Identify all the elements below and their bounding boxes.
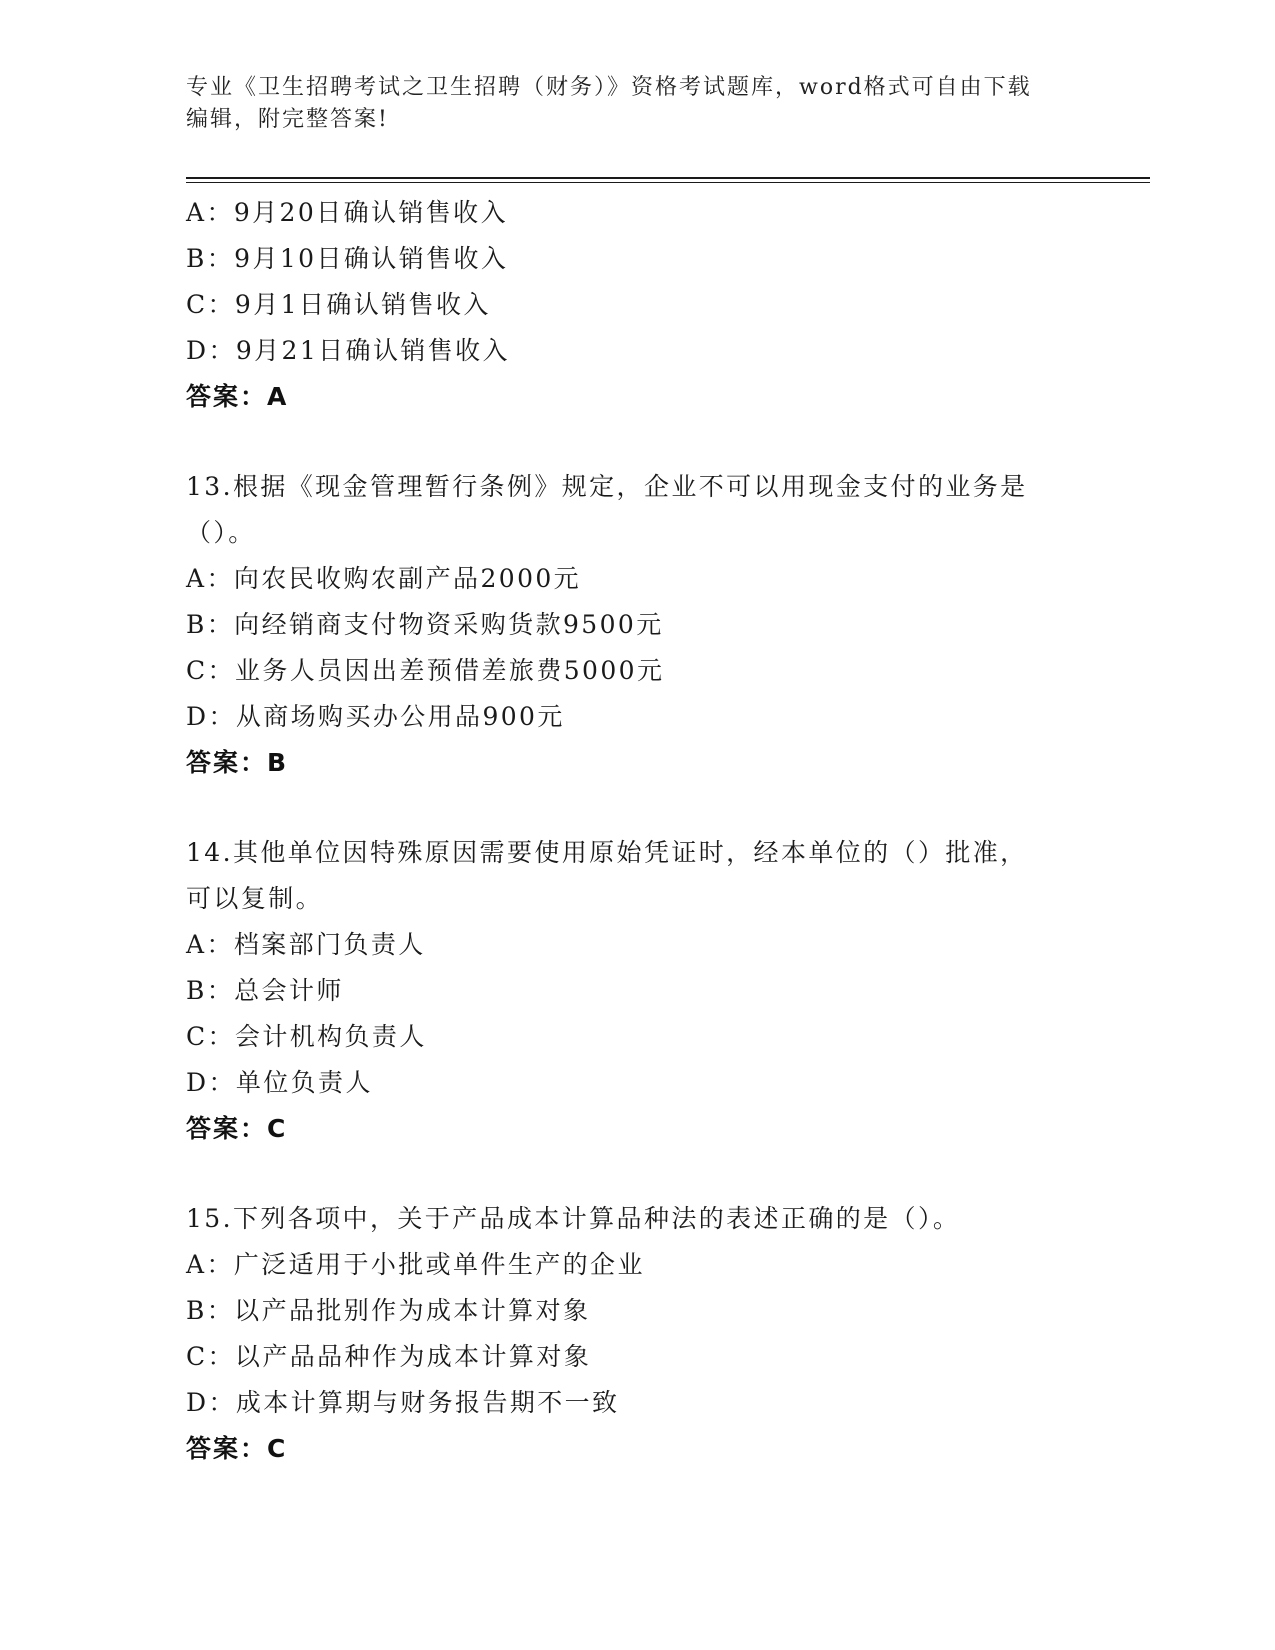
question-13 xyxy=(186,464,1086,786)
header-line-2: 编辑，附完整答案! xyxy=(186,107,389,132)
option-a: A：9月20日确认销售收入 xyxy=(186,198,508,227)
option-a: A：向农民收购农副产品2000元 xyxy=(186,564,582,593)
option-b: B：9月10日确认销售收入 xyxy=(186,244,509,273)
header-line-1: 专业《卫生招聘考试之卫生招聘（财务）》资格考试题库，word格式可自由下载 xyxy=(186,75,1032,100)
option-d: D：单位负责人 xyxy=(186,1068,373,1097)
option-a: A：档案部门负责人 xyxy=(186,930,426,959)
option-b: B：以产品批别作为成本计算对象 xyxy=(186,1296,591,1325)
answer: 答案：C xyxy=(186,1114,288,1143)
option-a: A：广泛适用于小批或单件生产的企业 xyxy=(186,1250,645,1279)
option-d: D：从商场购买办公用品900元 xyxy=(186,702,565,731)
question-title-continued: （）。 xyxy=(186,518,256,547)
document-header xyxy=(186,72,1086,136)
header-divider-thick xyxy=(186,177,1150,179)
question-title: 15.下列各项中，关于产品成本计算品种法的表述正确的是（）。 xyxy=(186,1204,961,1233)
spacer xyxy=(186,1152,1086,1196)
option-b: B：向经销商支付物资采购货款9500元 xyxy=(186,610,664,639)
question-12 xyxy=(186,190,1086,420)
option-c: C：9月1日确认销售收入 xyxy=(186,290,491,319)
option-c: C：会计机构负责人 xyxy=(186,1022,427,1051)
header-divider-thin xyxy=(186,182,1150,183)
option-d: D：成本计算期与财务报告期不一致 xyxy=(186,1388,620,1417)
question-14 xyxy=(186,830,1086,1152)
option-d: D：9月21日确认销售收入 xyxy=(186,336,510,365)
answer: 答案：A xyxy=(186,382,289,411)
option-c: C：业务人员因出差预借差旅费5000元 xyxy=(186,656,665,685)
question-title: 14.其他单位因特殊原因需要使用原始凭证时，经本单位的（）批准， xyxy=(186,838,1028,867)
spacer xyxy=(186,786,1086,830)
question-title-continued: 可以复制。 xyxy=(186,884,324,913)
spacer xyxy=(186,420,1086,464)
option-b: B：总会计师 xyxy=(186,976,344,1005)
question-15 xyxy=(186,1196,1086,1472)
answer: 答案：B xyxy=(186,748,289,777)
answer: 答案：C xyxy=(186,1434,288,1463)
question-list xyxy=(186,190,1086,1472)
question-title: 13.根据《现金管理暂行条例》规定，企业不可以用现金支付的业务是 xyxy=(186,472,1028,501)
option-c: C：以产品品种作为成本计算对象 xyxy=(186,1342,592,1371)
